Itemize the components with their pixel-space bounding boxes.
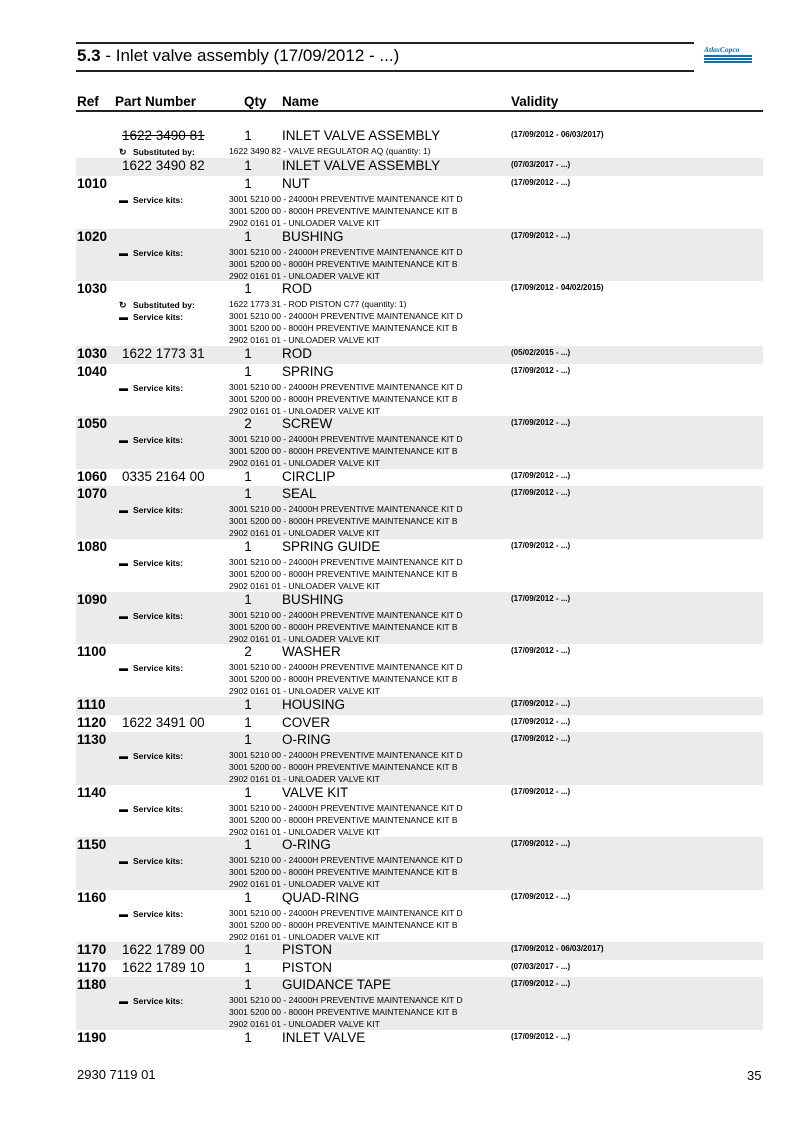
- row-name: WASHER: [282, 644, 341, 659]
- row-validity: (17/09/2012 - ...): [511, 892, 571, 901]
- row-validity: (17/09/2012 - ...): [511, 979, 571, 988]
- row-qty: 1: [244, 1030, 252, 1045]
- service-kit-item: 2902 0161 01 - UNLOADER VALVE KIT: [229, 406, 380, 416]
- service-kits-label: ▬ Service kits:: [119, 909, 184, 919]
- toolbox-icon: ▬: [119, 505, 128, 515]
- service-kit-item: 3001 5210 00 - 24000H PREVENTIVE MAINTENANCE KIT D: [229, 855, 463, 865]
- table-row: [76, 785, 763, 837]
- table-row: [76, 176, 763, 229]
- substitute-part: 1622 1773 31 - ROD PISTON C77 (quantity: 1): [229, 299, 407, 309]
- service-kits-label: ▬ Service kits:: [119, 804, 184, 814]
- service-kit-item: 3001 5210 00 - 24000H PREVENTIVE MAINTENANCE KIT D: [229, 504, 463, 514]
- service-kits-label: ▬ Service kits:: [119, 195, 184, 205]
- table-row: [76, 158, 763, 176]
- row-validity: (17/09/2012 - ...): [511, 1032, 571, 1041]
- table-row: [76, 942, 763, 960]
- table-row: [76, 281, 763, 346]
- row-name: PISTON: [282, 960, 333, 975]
- service-kits-label: ▬ Service kits:: [119, 856, 184, 866]
- row-ref: 1100: [77, 644, 107, 659]
- table-row: [76, 469, 763, 486]
- row-qty: 2: [244, 644, 252, 659]
- substitute-part: 1622 3490 82 - VALVE REGULATOR AQ (quantity: 1): [229, 146, 431, 156]
- service-kit-item: 3001 5200 00 - 8000H PREVENTIVE MAINTENANCE KIT B: [229, 446, 458, 456]
- service-kits-label: ▬ Service kits:: [119, 383, 184, 393]
- row-name: SEAL: [282, 486, 317, 501]
- table-header-rule: [76, 110, 763, 112]
- row-name: SPRING: [282, 364, 334, 379]
- row-name: BUSHING: [282, 592, 344, 607]
- row-part-number: 1622 3491 00: [122, 715, 205, 730]
- table-row: [76, 890, 763, 942]
- page-title: [77, 46, 399, 66]
- toolbox-icon: ▬: [119, 435, 128, 445]
- service-kit-item: 3001 5200 00 - 8000H PREVENTIVE MAINTENANCE KIT B: [229, 815, 458, 825]
- col-header-qty: Qty: [244, 94, 267, 109]
- row-name: ROD: [282, 346, 312, 361]
- row-qty: 1: [244, 176, 252, 191]
- row-qty: 1: [244, 592, 252, 607]
- service-kit-item: 3001 5200 00 - 8000H PREVENTIVE MAINTENANCE KIT B: [229, 323, 458, 333]
- table-row: [76, 977, 763, 1030]
- table-row: [76, 346, 763, 364]
- row-ref: 1170: [77, 942, 107, 957]
- row-name: O-RING: [282, 732, 331, 747]
- row-validity: (17/09/2012 - ...): [511, 541, 571, 550]
- service-kits-label: ▬ Service kits:: [119, 996, 184, 1006]
- section-number: 5.3: [77, 46, 101, 65]
- service-kit-item: 3001 5210 00 - 24000H PREVENTIVE MAINTENANCE KIT D: [229, 194, 463, 204]
- header-bottom-rule: [76, 70, 694, 72]
- service-kit-item: 3001 5210 00 - 24000H PREVENTIVE MAINTENANCE KIT D: [229, 557, 463, 567]
- row-name: BUSHING: [282, 229, 344, 244]
- service-kit-item: 3001 5210 00 - 24000H PREVENTIVE MAINTENANCE KIT D: [229, 750, 463, 760]
- service-kit-item: 3001 5200 00 - 8000H PREVENTIVE MAINTENANCE KIT B: [229, 569, 458, 579]
- row-ref: 1070: [77, 486, 108, 501]
- row-ref: 1160: [77, 890, 107, 905]
- substituted-by-label: ↻ Substituted by:: [119, 300, 195, 310]
- row-part-number: 0335 2164 00: [122, 469, 205, 484]
- row-validity: (17/09/2012 - 06/03/2017): [511, 944, 604, 953]
- row-qty: 1: [244, 715, 252, 730]
- row-qty: 1: [244, 837, 252, 852]
- row-ref: 1030: [77, 346, 108, 361]
- row-name: O-RING: [282, 837, 331, 852]
- row-part-number: 1622 1789 00: [122, 942, 205, 957]
- row-ref: 1130: [77, 732, 107, 747]
- row-qty: 1: [244, 346, 252, 361]
- row-validity: (17/09/2012 - ...): [511, 471, 571, 480]
- row-name: PISTON: [282, 942, 333, 957]
- row-qty: 1: [244, 785, 252, 800]
- row-ref: 1050: [77, 416, 108, 431]
- row-name: NUT: [282, 176, 310, 191]
- service-kit-item: 2902 0161 01 - UNLOADER VALVE KIT: [229, 774, 380, 784]
- row-validity: (17/09/2012 - ...): [511, 787, 571, 796]
- table-row: [76, 697, 763, 715]
- service-kit-item: 2902 0161 01 - UNLOADER VALVE KIT: [229, 879, 380, 889]
- toolbox-icon: ▬: [119, 248, 128, 258]
- service-kits-label: ▬ Service kits:: [119, 435, 184, 445]
- toolbox-icon: ▬: [119, 856, 128, 866]
- row-part-number: 1622 1789 10: [122, 960, 205, 975]
- row-name: COVER: [282, 715, 331, 730]
- row-validity: (17/09/2012 - ...): [511, 178, 571, 187]
- service-kit-item: 2902 0161 01 - UNLOADER VALVE KIT: [229, 528, 380, 538]
- table-row: [76, 715, 763, 732]
- row-ref: 1120: [77, 715, 107, 730]
- service-kit-item: 2902 0161 01 - UNLOADER VALVE KIT: [229, 634, 380, 644]
- service-kit-item: 2902 0161 01 - UNLOADER VALVE KIT: [229, 218, 380, 228]
- row-qty: 1: [244, 942, 252, 957]
- table-row: [76, 364, 763, 416]
- row-ref: 1020: [77, 229, 108, 244]
- service-kit-item: 2902 0161 01 - UNLOADER VALVE KIT: [229, 932, 380, 942]
- header-top-rule: [76, 42, 694, 44]
- table-row: [76, 539, 763, 592]
- col-header-part-number: Part Number: [115, 94, 197, 109]
- row-validity: (07/03/2017 - ...): [511, 160, 571, 169]
- atlas-copco-logo: AtlasCopco: [704, 45, 752, 67]
- row-ref: 1090: [77, 592, 108, 607]
- row-part-number: 1622 3490 81: [122, 128, 205, 143]
- row-validity: (17/09/2012 - 04/02/2015): [511, 283, 604, 292]
- page-number: 35: [747, 1068, 762, 1083]
- row-validity: (05/02/2015 - ...): [511, 348, 571, 357]
- row-qty: 1: [244, 128, 252, 143]
- row-name: GUIDANCE TAPE: [282, 977, 392, 992]
- row-name: INLET VALVE ASSEMBLY: [282, 128, 441, 143]
- table-row: [76, 128, 763, 158]
- row-qty: 1: [244, 697, 252, 712]
- row-validity: (17/09/2012 - ...): [511, 839, 571, 848]
- row-name: ROD: [282, 281, 312, 296]
- row-qty: 1: [244, 732, 252, 747]
- row-part-number: 1622 3490 82: [122, 158, 205, 173]
- toolbox-icon: ▬: [119, 751, 128, 761]
- service-kit-item: 3001 5200 00 - 8000H PREVENTIVE MAINTENANCE KIT B: [229, 1007, 458, 1017]
- toolbox-icon: ▬: [119, 558, 128, 568]
- service-kit-item: 3001 5210 00 - 24000H PREVENTIVE MAINTENANCE KIT D: [229, 434, 463, 444]
- row-validity: (07/03/2017 - ...): [511, 962, 571, 971]
- table-row: [76, 732, 763, 785]
- service-kit-item: 3001 5200 00 - 8000H PREVENTIVE MAINTENANCE KIT B: [229, 394, 458, 404]
- service-kit-item: 3001 5210 00 - 24000H PREVENTIVE MAINTENANCE KIT D: [229, 610, 463, 620]
- service-kits-label: ▬ Service kits:: [119, 558, 184, 568]
- toolbox-icon: ▬: [119, 611, 128, 621]
- row-qty: 1: [244, 977, 252, 992]
- service-kit-item: 3001 5210 00 - 24000H PREVENTIVE MAINTENANCE KIT D: [229, 995, 463, 1005]
- section-title: - Inlet valve assembly (17/09/2012 - ...): [105, 46, 400, 65]
- table-row: [76, 644, 763, 697]
- row-ref: 1030: [77, 281, 108, 296]
- row-qty: 1: [244, 158, 252, 173]
- service-kit-item: 2902 0161 01 - UNLOADER VALVE KIT: [229, 686, 380, 696]
- refresh-icon: ↻: [119, 147, 127, 157]
- service-kit-item: 3001 5210 00 - 24000H PREVENTIVE MAINTENANCE KIT D: [229, 382, 463, 392]
- row-name: INLET VALVE: [282, 1030, 366, 1045]
- row-qty: 1: [244, 281, 252, 296]
- service-kit-item: 3001 5200 00 - 8000H PREVENTIVE MAINTENANCE KIT B: [229, 516, 458, 526]
- service-kits-label: ▬ Service kits:: [119, 248, 184, 258]
- table-row: [76, 837, 763, 890]
- row-ref: 1150: [77, 837, 107, 852]
- service-kit-item: 3001 5200 00 - 8000H PREVENTIVE MAINTENANCE KIT B: [229, 259, 458, 269]
- row-qty: 1: [244, 890, 252, 905]
- row-validity: (17/09/2012 - ...): [511, 734, 571, 743]
- toolbox-icon: ▬: [119, 996, 128, 1006]
- row-validity: (17/09/2012 - ...): [511, 717, 571, 726]
- row-qty: 1: [244, 539, 252, 554]
- row-qty: 2: [244, 416, 252, 431]
- toolbox-icon: ▬: [119, 663, 128, 673]
- toolbox-icon: ▬: [119, 312, 128, 322]
- row-validity: (17/09/2012 - ...): [511, 699, 571, 708]
- row-validity: (17/09/2012 - 06/03/2017): [511, 130, 604, 139]
- service-kits-label: ▬ Service kits:: [119, 312, 184, 322]
- row-ref: 1140: [77, 785, 107, 800]
- service-kit-item: 3001 5200 00 - 8000H PREVENTIVE MAINTENANCE KIT B: [229, 674, 458, 684]
- substituted-by-label: ↻ Substituted by:: [119, 147, 195, 157]
- service-kit-item: 3001 5210 00 - 24000H PREVENTIVE MAINTENANCE KIT D: [229, 908, 463, 918]
- service-kit-item: 2902 0161 01 - UNLOADER VALVE KIT: [229, 581, 380, 591]
- row-qty: 1: [244, 364, 252, 379]
- service-kit-item: 3001 5210 00 - 24000H PREVENTIVE MAINTENANCE KIT D: [229, 247, 463, 257]
- service-kit-item: 3001 5200 00 - 8000H PREVENTIVE MAINTENANCE KIT B: [229, 920, 458, 930]
- table-row: [76, 229, 763, 281]
- col-header-validity: Validity: [511, 94, 559, 109]
- row-name: HOUSING: [282, 697, 346, 712]
- table-row: [76, 592, 763, 644]
- service-kit-item: 3001 5200 00 - 8000H PREVENTIVE MAINTENANCE KIT B: [229, 622, 458, 632]
- row-ref: 1040: [77, 364, 108, 379]
- toolbox-icon: ▬: [119, 909, 128, 919]
- row-part-number: 1622 1773 31: [122, 346, 205, 361]
- row-qty: 1: [244, 229, 252, 244]
- row-validity: (17/09/2012 - ...): [511, 366, 571, 375]
- row-qty: 1: [244, 486, 252, 501]
- row-name: SPRING GUIDE: [282, 539, 381, 554]
- table-row: [76, 486, 763, 539]
- row-validity: (17/09/2012 - ...): [511, 646, 571, 655]
- table-row: [76, 960, 763, 977]
- service-kits-label: ▬ Service kits:: [119, 751, 184, 761]
- toolbox-icon: ▬: [119, 383, 128, 393]
- toolbox-icon: ▬: [119, 804, 128, 814]
- row-ref: 1110: [77, 697, 106, 712]
- row-validity: (17/09/2012 - ...): [511, 231, 571, 240]
- row-validity: (17/09/2012 - ...): [511, 488, 571, 497]
- row-ref: 1180: [77, 977, 107, 992]
- service-kits-label: ▬ Service kits:: [119, 611, 184, 621]
- row-qty: 1: [244, 469, 252, 484]
- row-name: VALVE KIT: [282, 785, 349, 800]
- service-kit-item: 2902 0161 01 - UNLOADER VALVE KIT: [229, 827, 380, 837]
- row-name: INLET VALVE ASSEMBLY: [282, 158, 441, 173]
- toolbox-icon: ▬: [119, 195, 128, 205]
- service-kit-item: 2902 0161 01 - UNLOADER VALVE KIT: [229, 335, 380, 345]
- service-kit-item: 3001 5200 00 - 8000H PREVENTIVE MAINTENANCE KIT B: [229, 206, 458, 216]
- service-kit-item: 2902 0161 01 - UNLOADER VALVE KIT: [229, 271, 380, 281]
- table-row: [76, 1030, 763, 1050]
- service-kit-item: 2902 0161 01 - UNLOADER VALVE KIT: [229, 1019, 380, 1029]
- row-ref: 1010: [77, 176, 108, 191]
- row-name: SCREW: [282, 416, 333, 431]
- row-qty: 1: [244, 960, 252, 975]
- row-validity: (17/09/2012 - ...): [511, 594, 571, 603]
- row-name: CIRCLIP: [282, 469, 336, 484]
- document-number: 2930 7119 01: [77, 1067, 156, 1082]
- service-kit-item: 3001 5210 00 - 24000H PREVENTIVE MAINTENANCE KIT D: [229, 662, 463, 672]
- service-kits-label: ▬ Service kits:: [119, 505, 184, 515]
- row-validity: (17/09/2012 - ...): [511, 418, 571, 427]
- row-ref: 1190: [77, 1030, 107, 1045]
- table-row: [76, 416, 763, 469]
- service-kit-item: 3001 5200 00 - 8000H PREVENTIVE MAINTENANCE KIT B: [229, 867, 458, 877]
- service-kits-label: ▬ Service kits:: [119, 663, 184, 673]
- service-kit-item: 3001 5200 00 - 8000H PREVENTIVE MAINTENANCE KIT B: [229, 762, 458, 772]
- service-kit-item: 2902 0161 01 - UNLOADER VALVE KIT: [229, 458, 380, 468]
- row-name: QUAD-RING: [282, 890, 360, 905]
- row-ref: 1080: [77, 539, 108, 554]
- service-kit-item: 3001 5210 00 - 24000H PREVENTIVE MAINTENANCE KIT D: [229, 311, 463, 321]
- service-kit-item: 3001 5210 00 - 24000H PREVENTIVE MAINTENANCE KIT D: [229, 803, 463, 813]
- refresh-icon: ↻: [119, 300, 127, 310]
- row-ref: 1060: [77, 469, 108, 484]
- col-header-ref: Ref: [77, 94, 99, 109]
- row-ref: 1170: [77, 960, 107, 975]
- col-header-name: Name: [282, 94, 319, 109]
